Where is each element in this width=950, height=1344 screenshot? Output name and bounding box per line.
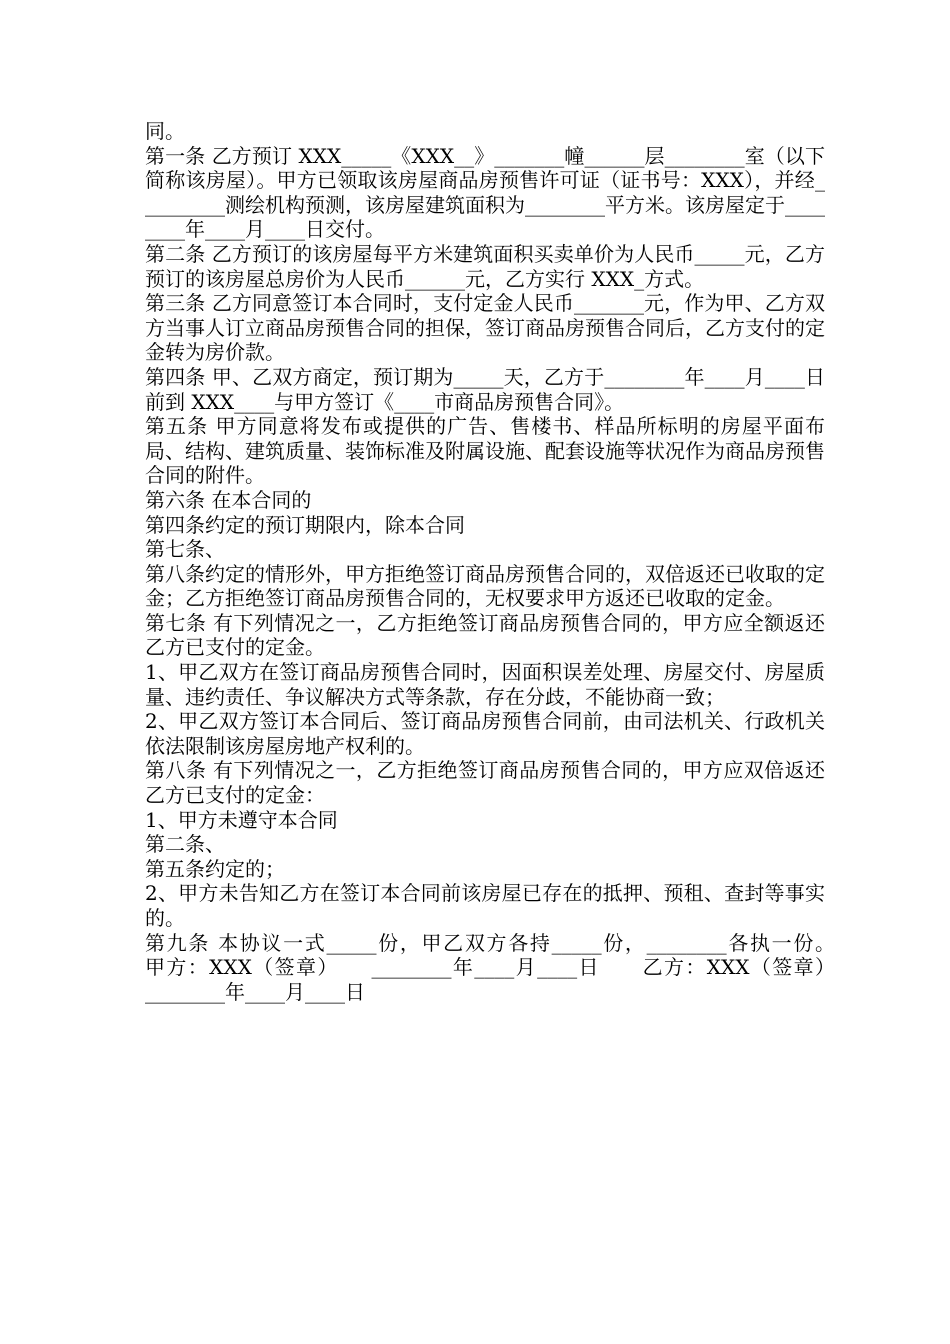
article-5: 第五条 甲方同意将发布或提供的广告、售楼书、样品所标明的房屋平面布局、结构、建筑质量、装饰标准及附属设施、配套设施等状况作为商品房预售合同的附件。 <box>145 414 825 488</box>
article-8-item-1-line-3: 第五条约定的； <box>145 856 285 881</box>
article-8-item-1-line-2: 第二条、 <box>145 832 225 857</box>
article-4: 第四条 甲、乙双方商定，预订期为_____天，乙方于________年____月____日前到 XXX____与甲方签订《____市商品房预售合同》。 <box>145 364 825 414</box>
article-7-item-1: 1、甲乙双方在签订商品房预售合同时，因面积误差处理、房屋交付、房屋质量、违约责任、争议解决方式等条款，存在分歧，不能协商一致； <box>145 660 825 709</box>
article-2: 第二条 乙方预订的该房屋每平方米建筑面积买卖单价为人民币_____元，乙方预订的该房屋总房价为人民币______元，乙方实行 XXX_方式。 <box>145 241 825 291</box>
contract-document <box>145 119 865 1004</box>
article-1: 第一条 乙方预订 XXX_____《XXX__》_______幢______层________室（以下简称该房屋）。甲方已领取该房屋商品房预售许可证（证书号：XXX），并经_________测绘机构预测，该房屋建筑面积为________平方米。该房屋定于________年____月____日交付。 <box>145 143 825 242</box>
article-8-item-2: 2、甲方未告知乙方在签订本合同前该房屋已存在的抵押、预租、查封等事实的。 <box>145 881 825 930</box>
article-6-line-2: 第四条约定的预订期限内，除本合同 <box>145 512 465 537</box>
article-3: 第三条 乙方同意签订本合同时，支付定金人民币_______元，作为甲、乙方双方当事人订立商品房预售合同的担保，签订商品房预售合同后，乙方支付的定金转为房价款。 <box>145 291 825 365</box>
article-7: 第七条 有下列情况之一，乙方拒绝签订商品房预售合同的，甲方应全额返还乙方已支付的定金。 <box>145 610 825 660</box>
article-6: 第六条 在本合同的 <box>145 487 312 512</box>
article-7-item-2: 2、甲乙双方签订本合同后、签订商品房预售合同前，由司法机关、行政机关依法限制该房屋房地产权利的。 <box>145 709 825 758</box>
article-6-line-4: 第八条约定的情形外，甲方拒绝签订商品房预售合同的，双倍返还已收取的定金；乙方拒绝签订商品房预售合同的，无权要求甲方返还已收取的定金。 <box>145 561 825 611</box>
article-9-signatures: 第九条 本协议一式_____份，甲乙双方各持_____份，________各执一份。 甲方：XXX（签章） ________年____月____日 乙方：XXX（签章） ________年____月____日 <box>145 930 865 1004</box>
article-8: 第八条 有下列情况之一，乙方拒绝签订商品房预售合同的，甲方应双倍返还乙方已支付的定金： <box>145 758 825 808</box>
article-8-item-1: 1、甲方未遵守本合同 <box>145 807 338 832</box>
article-6-line-3: 第七条、 <box>145 537 225 562</box>
paragraph-continuation: 同。 <box>145 119 185 143</box>
